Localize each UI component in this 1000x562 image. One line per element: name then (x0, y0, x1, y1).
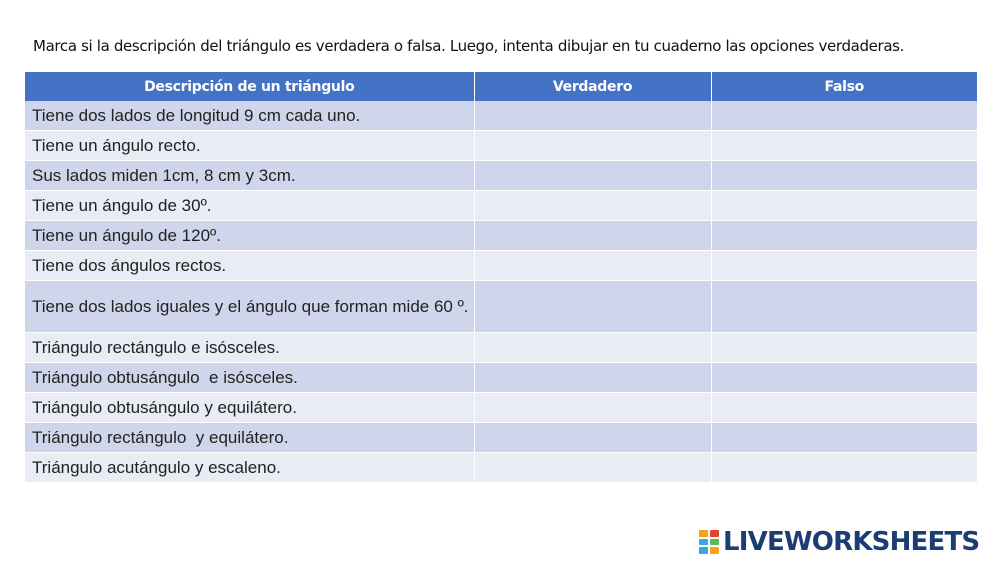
table-row (25, 363, 977, 393)
logo-text: LIVEWORKSHEETS (723, 527, 980, 557)
true-answer-cell[interactable] (474, 221, 711, 251)
table-row (25, 281, 977, 333)
false-answer-cell[interactable] (711, 363, 977, 393)
true-answer-cell[interactable] (474, 333, 711, 363)
table-row (25, 453, 977, 483)
row-description: Tiene un ángulo de 30º. (25, 191, 474, 221)
header-true: Verdadero (474, 72, 711, 101)
true-answer-cell[interactable] (474, 101, 711, 131)
row-description: Tiene un ángulo recto. (25, 131, 474, 161)
table-row (25, 101, 977, 131)
true-answer-cell[interactable] (474, 393, 711, 423)
table-row (25, 251, 977, 281)
row-description: Tiene dos lados iguales y el ángulo que forman mide 60 º. (25, 281, 474, 333)
row-description: Tiene un ángulo de 120º. (25, 221, 474, 251)
true-answer-cell[interactable] (474, 281, 711, 333)
table-row (25, 333, 977, 363)
false-answer-cell[interactable] (711, 251, 977, 281)
instruction-text: Marca si la descripción del triángulo es verdadera o falsa. Luego, intenta dibujar en tu cuaderno las opciones verdaderas. (33, 37, 905, 55)
false-answer-cell[interactable] (711, 393, 977, 423)
false-answer-cell[interactable] (711, 333, 977, 363)
false-answer-cell[interactable] (711, 131, 977, 161)
table-row (25, 221, 977, 251)
row-description: Triángulo rectángulo y equilátero. (25, 423, 474, 453)
true-answer-cell[interactable] (474, 453, 711, 483)
liveworksheets-logo[interactable] (698, 527, 979, 557)
table-header-row (25, 72, 977, 101)
row-description: Sus lados miden 1cm, 8 cm y 3cm. (25, 161, 474, 191)
true-answer-cell[interactable] (474, 251, 711, 281)
table-row (25, 393, 977, 423)
row-description: Triángulo obtusángulo y equilátero. (25, 393, 474, 423)
row-description: Triángulo obtusángulo e isósceles. (25, 363, 474, 393)
false-answer-cell[interactable] (711, 423, 977, 453)
false-answer-cell[interactable] (711, 221, 977, 251)
true-answer-cell[interactable] (474, 161, 711, 191)
false-answer-cell[interactable] (711, 281, 977, 333)
false-answer-cell[interactable] (711, 191, 977, 221)
header-false: Falso (711, 72, 977, 101)
row-description: Tiene dos ángulos rectos. (25, 251, 474, 281)
table-row (25, 161, 977, 191)
row-description: Triángulo acutángulo y escaleno. (25, 453, 474, 483)
triangle-worksheet-table (25, 72, 977, 483)
header-description: Descripción de un triángulo (25, 72, 474, 101)
row-description: Triángulo rectángulo e isósceles. (25, 333, 474, 363)
table-row (25, 423, 977, 453)
true-answer-cell[interactable] (474, 191, 711, 221)
table-row (25, 131, 977, 161)
false-answer-cell[interactable] (711, 161, 977, 191)
row-description: Tiene dos lados de longitud 9 cm cada uno. (25, 101, 474, 131)
false-answer-cell[interactable] (711, 453, 977, 483)
false-answer-cell[interactable] (711, 101, 977, 131)
true-answer-cell[interactable] (474, 423, 711, 453)
true-answer-cell[interactable] (474, 131, 711, 161)
table-row (25, 191, 977, 221)
liveworksheets-logo-icon (698, 529, 720, 555)
true-answer-cell[interactable] (474, 363, 711, 393)
